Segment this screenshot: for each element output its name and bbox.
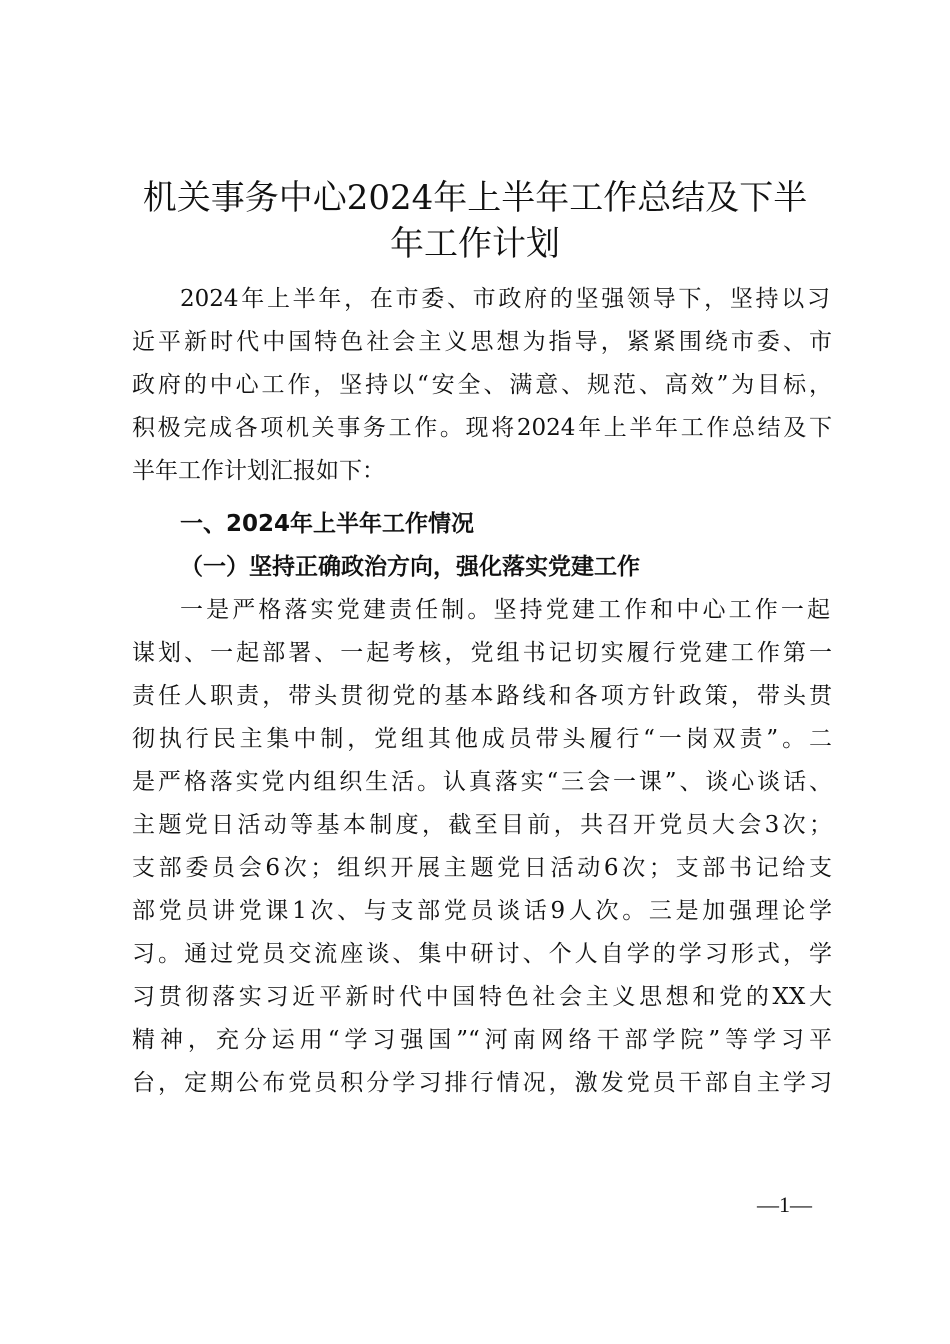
body-line-1: 一是严格落实党建责任制。坚持党建工作和中心工作一起 — [180, 597, 830, 623]
body-line-6: 主题党日活动等基本制度，截至目前，共召开党员大会3次； — [132, 812, 832, 838]
page-number: —1— — [757, 1192, 812, 1217]
body-line-10: 习贯彻落实习近平新时代中国特色社会主义思想和党的XX大 — [132, 984, 832, 1010]
body-line-8: 部党员讲党课1次、与支部党员谈话9人次。三是加强理论学 — [132, 898, 832, 924]
section-1-heading: 一、2024年上半年工作情况 — [180, 511, 475, 537]
intro-line-4: 积极完成各项机关事务工作。现将2024年上半年工作总结及下 — [132, 415, 832, 441]
intro-line-2: 近平新时代中国特色社会主义思想为指导，紧紧围绕市委、市 — [132, 329, 832, 355]
body-line-12: 台，定期公布党员积分学习排行情况，激发党员干部自主学习 — [132, 1070, 832, 1096]
document-title-line-1: 机关事务中心2024年上半年工作总结及下半 — [142, 178, 808, 218]
body-line-11: 精神，充分运用“学习强国”“河南网络干部学院”等学习平 — [132, 1027, 832, 1053]
subsection-1-heading: （一）坚持正确政治方向，强化落实党建工作 — [180, 553, 640, 580]
body-line-9: 习。通过党员交流座谈、集中研讨、个人自学的学习形式，学 — [132, 941, 832, 967]
intro-line-5: 半年工作计划汇报如下： — [132, 458, 385, 484]
intro-line-3: 政府的中心工作，坚持以“安全、满意、规范、高效”为目标， — [132, 372, 832, 398]
document-title-line-2: 年工作计划 — [390, 224, 560, 264]
body-line-3: 责任人职责，带头贯彻党的基本路线和各项方针政策，带头贯 — [132, 683, 832, 709]
body-line-7: 支部委员会6次；组织开展主题党日活动6次；支部书记给支 — [132, 855, 832, 881]
body-line-5: 是严格落实党内组织生活。认真落实“三会一课”、谈心谈话、 — [132, 769, 832, 795]
body-line-4: 彻执行民主集中制，党组其他成员带头履行“一岗双责”。二 — [132, 726, 832, 752]
body-line-2: 谋划、一起部署、一起考核，党组书记切实履行党建工作第一 — [132, 640, 832, 666]
intro-line-1: 2024年上半年，在市委、市政府的坚强领导下，坚持以习 — [180, 286, 830, 312]
